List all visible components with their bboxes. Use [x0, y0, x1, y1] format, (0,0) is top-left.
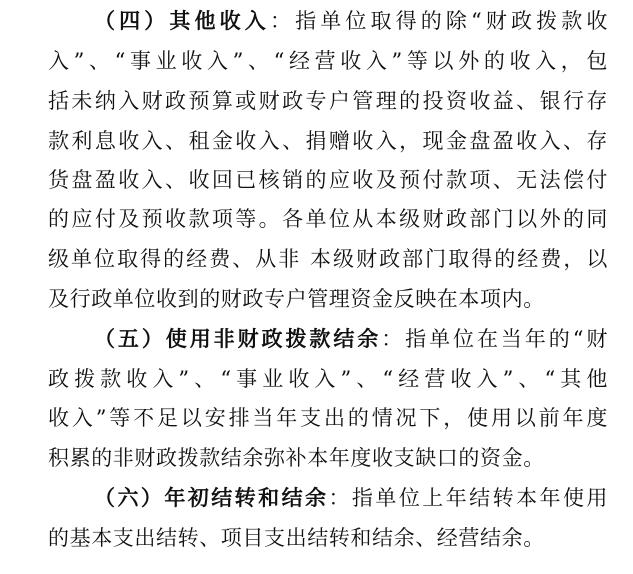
- paragraph-text: ：指单位取得的除“财政拨款收: [269, 9, 608, 33]
- paragraph-line: 积累的非财政拨款结余弥补本年度收支缺口的资金。: [48, 446, 545, 470]
- paragraph-line: 货盘盈收入、收回已核销的应收及预付款项、无法偿付: [48, 168, 608, 192]
- paragraph-line: 收入”等不足以安排当年支出的情况下，使用以前年度: [48, 406, 608, 430]
- paragraph-text: ：指单位在当年的“财: [381, 327, 608, 351]
- paragraph-line: [94, 483, 608, 513]
- paragraph-line: 的基本支出结转、项目支出结转和结余、经营结余。: [48, 526, 545, 550]
- section-heading: （四）其他收入: [94, 9, 270, 33]
- paragraph-line: [94, 324, 608, 354]
- section-heading: （六）年初结转和结余: [94, 486, 329, 510]
- paragraph-line: [94, 6, 608, 36]
- paragraph-line: 入”、“事业收入”、“经营收入”等以外的收入，包: [48, 49, 608, 73]
- paragraph-line: 括未纳入财政预算或财政专户管理的投资收益、银行存: [48, 89, 608, 113]
- paragraph-line: 政拨款收入”、“事业收入”、“经营收入”、“其他: [48, 367, 608, 391]
- section-heading: （五）使用非财政拨款结余: [94, 327, 382, 351]
- paragraph-line: 的应付及预收款项等。各单位从本级财政部门以外的同: [48, 207, 608, 231]
- paragraph-line: 及行政单位收到的财政专户管理资金反映在本项内。: [48, 287, 545, 311]
- paragraph-text: ：指单位上年结转本年使用: [328, 486, 609, 510]
- paragraph-line: 级单位取得的经费、从非 本级财政部门取得的经费，以: [48, 247, 608, 271]
- paragraph-line: 款利息收入、租金收入、捐赠收入，现金盘盈收入、存: [48, 129, 608, 153]
